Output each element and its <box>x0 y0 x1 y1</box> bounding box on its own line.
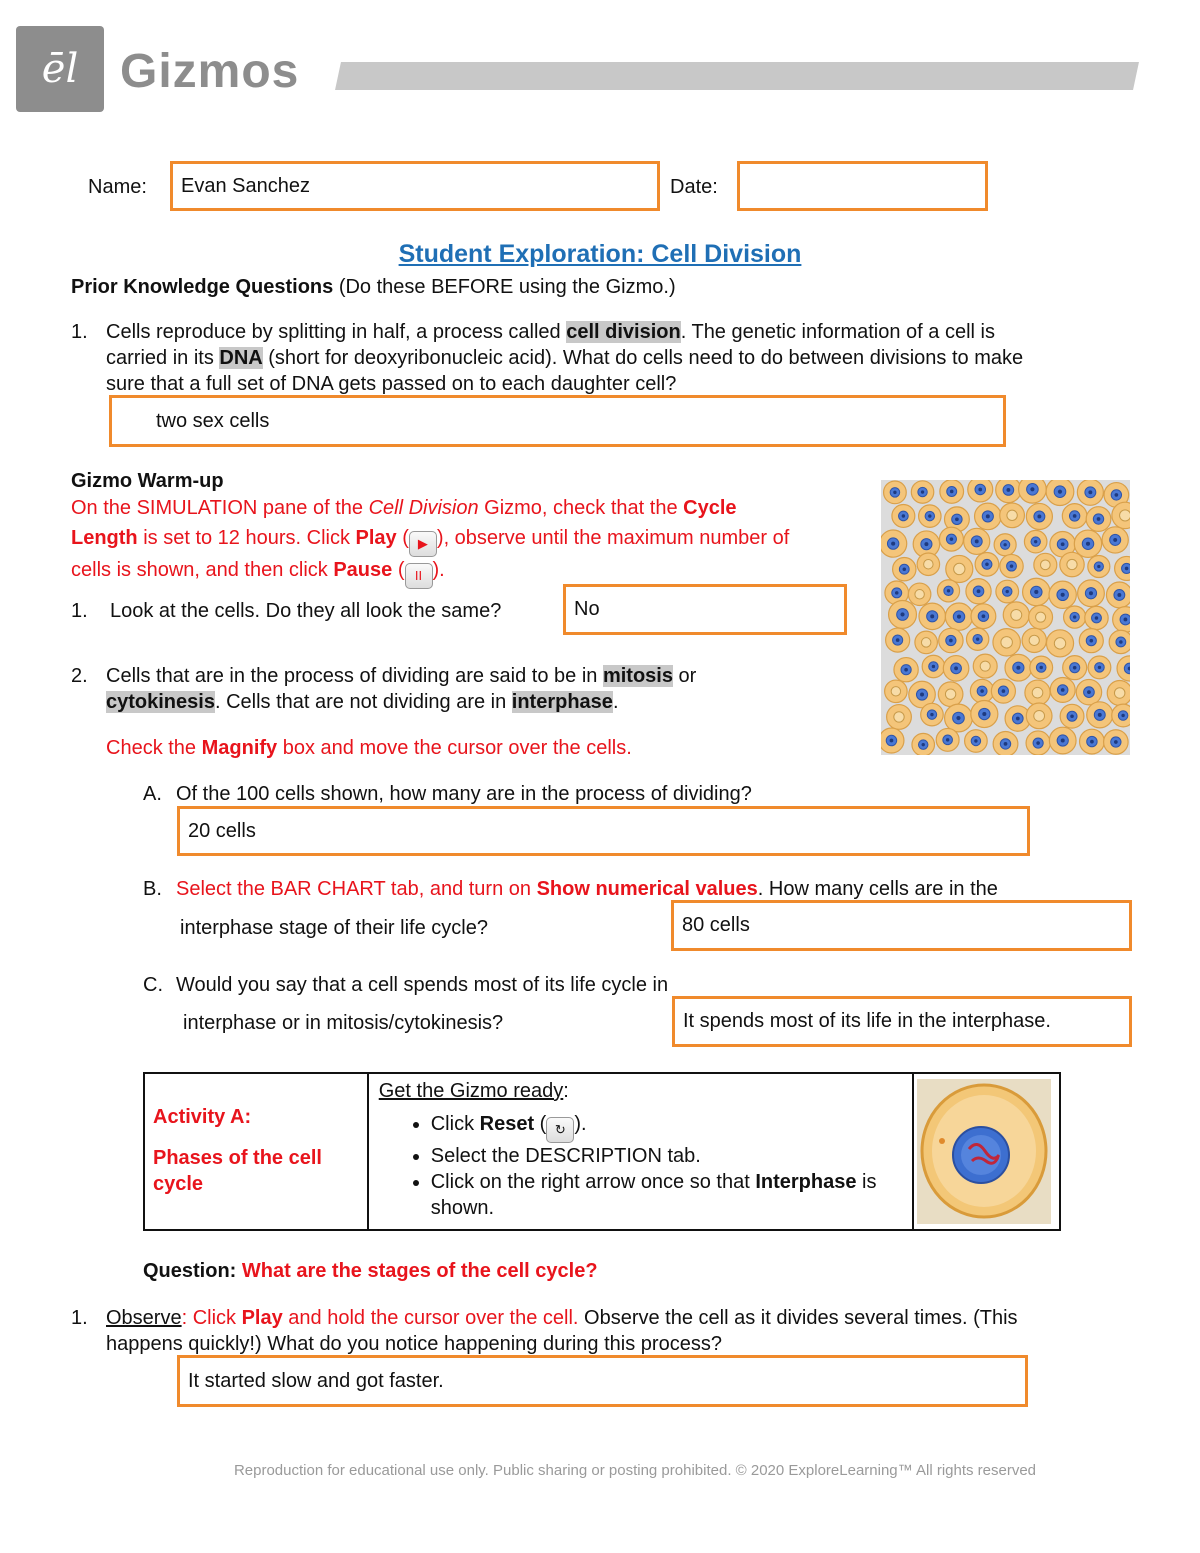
cell-shape <box>975 552 999 576</box>
cell-shape <box>966 579 991 604</box>
warmup-q2-line2: cytokinesis. Cells that are not dividing are in interphase. <box>106 691 619 713</box>
gizmo-ready-heading: Get the Gizmo ready: <box>378 1080 569 1102</box>
date-label: Date: <box>670 176 718 198</box>
cell-shape <box>943 656 969 682</box>
cell-shape <box>1074 530 1101 557</box>
cell-shape <box>1060 552 1084 576</box>
cell-shape <box>894 658 918 682</box>
qc-line1: Would you say that a cell spends most of its life cycle in <box>176 974 669 996</box>
qb-line2: interphase stage of their life cycle? <box>180 917 488 939</box>
cell-shape <box>1107 680 1130 705</box>
cell-shape <box>1000 503 1025 528</box>
cell-shape <box>1023 578 1050 605</box>
cell-shape <box>964 528 990 554</box>
cell-shape <box>1115 556 1130 580</box>
cell-shape <box>912 733 935 755</box>
cell-shape <box>994 534 1016 556</box>
cell-shape <box>908 583 930 605</box>
qc-answer[interactable]: It spends most of its life in the interphase. <box>672 996 1132 1047</box>
cell-shape <box>921 703 944 726</box>
activity-instructions-cell <box>368 1073 913 1230</box>
cell-shape <box>919 505 941 527</box>
prior-heading: Prior Knowledge Questions (Do these BEFORE using the Gizmo.) <box>71 276 676 298</box>
logo-glyph: ēl <box>41 46 79 92</box>
cell-shape <box>1003 602 1029 628</box>
cell-shape <box>1005 654 1032 681</box>
cell-shape <box>1024 530 1047 553</box>
cell-shape <box>1000 554 1023 577</box>
cell-shape <box>945 704 973 732</box>
cell-shape <box>971 700 998 727</box>
prior-q1-line3: sure that a full set of DNA gets passed on to each daughter cell? <box>106 373 677 395</box>
cell-shape <box>939 527 963 551</box>
warmup-line3: cells is shown, and then click Pause ( II ). <box>71 559 445 589</box>
warmup-heading: Gizmo Warm-up <box>71 470 224 492</box>
cell-shape <box>1087 702 1113 728</box>
cell-shape <box>970 679 993 702</box>
cell-shape <box>993 629 1020 656</box>
cell-shape <box>937 580 959 602</box>
cell-shape <box>991 679 1015 703</box>
cell-shape <box>1046 630 1073 657</box>
cell-shape <box>1030 656 1053 679</box>
magnify-instruction: Check the Magnify box and move the cursor over the cells. <box>106 737 632 759</box>
cell-shape <box>1113 607 1130 633</box>
cell-shape <box>922 655 945 678</box>
logo-badge <box>16 26 104 112</box>
cells-illustration <box>881 480 1130 755</box>
step-right-arrow: • Click on the right arrow once so that Interphase is shown. <box>431 1169 902 1221</box>
cell-shape <box>917 553 939 575</box>
cell-shape <box>1062 504 1087 529</box>
cell-shape <box>996 580 1019 603</box>
question-q1-line2: happens quickly!) What do you notice happening during this process? <box>106 1333 722 1355</box>
cell-shape <box>887 705 912 730</box>
activity-label: Activity A: <box>153 1106 252 1128</box>
cell-shape <box>1026 703 1052 729</box>
cell-shape <box>881 530 907 557</box>
cell-shape <box>1026 731 1050 755</box>
cell-shape <box>1050 677 1075 702</box>
cell-shape <box>893 558 916 581</box>
pause-icon: II <box>405 563 433 589</box>
cell-shape <box>1106 582 1130 608</box>
warmup-q1-text: Look at the cells. Do they all look the same? <box>110 600 502 622</box>
name-label: Name: <box>88 176 147 198</box>
qb-line1: Select the BAR CHART tab, and turn on Show numerical values. How many cells are in the <box>176 878 998 900</box>
qb-letter: B. <box>143 878 162 900</box>
reset-icon: ↻ <box>546 1117 574 1143</box>
cell-shape <box>1117 656 1130 681</box>
warmup-q1-number: 1. <box>71 600 88 622</box>
footer-copyright: Reproduction for educational use only. Public sharing or posting prohibited. © 2020 ExploreLearning™ All rights reserved <box>233 1462 1037 1479</box>
warmup-q2-line1: Cells that are in the process of dividing are said to be in mitosis or <box>106 665 697 687</box>
cell-shape <box>884 481 907 504</box>
cell-shape <box>966 628 988 650</box>
cell-shape <box>1049 581 1076 608</box>
cell-shape <box>973 654 997 678</box>
cell-shape <box>971 604 996 629</box>
cell-shape <box>1109 630 1130 653</box>
term-interphase: interphase <box>511 691 613 713</box>
prior-q1-line2: carried in its DNA (short for deoxyribonucleic acid). What do cells need to do between divisions to make <box>106 347 1024 369</box>
cell-shape <box>1085 606 1108 629</box>
cell-shape <box>885 680 908 703</box>
cell-shape <box>1046 480 1074 506</box>
cell-shape <box>1086 507 1111 532</box>
cell-shape <box>939 628 963 652</box>
cell-shape <box>996 480 1021 503</box>
cell-shape <box>975 503 1002 530</box>
qc-line2: interphase or in mitosis/cytokinesis? <box>183 1012 504 1034</box>
step-description-tab: • Select the DESCRIPTION tab. <box>431 1143 902 1169</box>
brand-name: Gizmos <box>120 45 300 98</box>
cell-shape <box>892 505 915 528</box>
term-cytokinesis: cytokinesis <box>106 691 215 713</box>
cell-shape <box>968 480 993 502</box>
cell-shape <box>1080 729 1105 754</box>
term-cell-division: cell division <box>566 321 681 343</box>
cell-shape <box>1088 555 1110 577</box>
qc-letter: C. <box>143 974 163 996</box>
cell-shape <box>915 631 938 654</box>
term-dna: DNA <box>219 347 263 369</box>
step-reset: • Click Reset ( ↻ ). <box>431 1111 902 1143</box>
cell-shape <box>1104 730 1129 755</box>
cell-shape <box>1034 553 1057 576</box>
warmup-line2: Length is set to 12 hours. Click Play ( ▶ ), observe until the maximum number of <box>71 527 789 557</box>
cell-shape <box>1112 704 1130 727</box>
cell-shape <box>1049 727 1076 754</box>
cell-shape <box>940 480 964 503</box>
warmup-q1-answer[interactable]: No <box>563 584 847 635</box>
cell-shape <box>1064 606 1086 628</box>
cell-shape <box>1029 605 1053 629</box>
activity-label-cell <box>144 1073 368 1230</box>
cell-shape <box>1102 527 1128 553</box>
qa-text: Of the 100 cells shown, how many are in the process of dividing? <box>176 783 752 805</box>
cell-shape <box>1078 580 1105 607</box>
cell-shape <box>1063 656 1087 680</box>
activity-table <box>143 1072 1061 1231</box>
prior-q1-line1: Cells reproduce by splitting in half, a process called cell division. The genetic information of a cell is <box>106 321 995 343</box>
page-title: Student Exploration: Cell Division <box>398 240 802 268</box>
question-q1-answer[interactable]: It started slow and got faster. <box>177 1355 1028 1407</box>
activity-image-cell <box>913 1073 1060 1230</box>
cell-shape <box>938 682 963 707</box>
cell-shape <box>1022 628 1046 652</box>
qa-answer[interactable]: 20 cells <box>177 806 1030 856</box>
name-field[interactable]: Evan Sanchez <box>170 161 660 211</box>
cell-shape <box>911 481 933 503</box>
play-icon: ▶ <box>409 531 437 557</box>
term-mitosis: mitosis <box>602 665 673 687</box>
interphase-cell-illustration <box>917 1079 1051 1224</box>
cell-shape <box>946 555 973 582</box>
interphase-cell-image <box>917 1079 1051 1224</box>
question-q1-number: 1. <box>71 1307 88 1329</box>
cell-shape <box>936 728 959 751</box>
cell-shape <box>993 732 1018 755</box>
prior-q1-answer[interactable]: two sex cells <box>109 395 1006 447</box>
question-heading: Question: What are the stages of the cell cycle? <box>143 1260 598 1282</box>
warmup-q2-number: 2. <box>71 665 88 687</box>
header-bar <box>335 62 1139 90</box>
cells-simulation-image <box>881 480 1130 755</box>
date-field[interactable] <box>737 161 988 211</box>
cell-shape <box>889 601 917 629</box>
prior-q1-number: 1. <box>71 321 88 343</box>
cell-shape <box>945 603 972 630</box>
warmup-line1: On the SIMULATION pane of the Cell Division Gizmo, check that the Cycle <box>71 497 737 519</box>
cell-shape <box>881 728 904 753</box>
cell-shape <box>1019 480 1047 503</box>
cell-shape <box>1060 704 1084 728</box>
cell-shape <box>1079 629 1103 653</box>
cell-shape <box>886 628 910 652</box>
activity-subtitle: Phases of the cell cycle <box>153 1147 322 1195</box>
qa-letter: A. <box>143 783 162 805</box>
cell-shape <box>1088 656 1111 679</box>
cell-shape <box>965 730 988 753</box>
qb-answer[interactable]: 80 cells <box>671 900 1132 951</box>
cell-shape <box>1077 480 1103 505</box>
cell-shape <box>1076 679 1101 704</box>
activity-steps <box>379 1111 902 1221</box>
cell-shape <box>1026 503 1052 529</box>
question-q1-line1: Observe: Click Play and hold the cursor over the cell. Observe the cell as it divides several times. (This <box>106 1307 1018 1329</box>
cell-shape <box>919 603 946 630</box>
cell-shape <box>1025 680 1050 705</box>
